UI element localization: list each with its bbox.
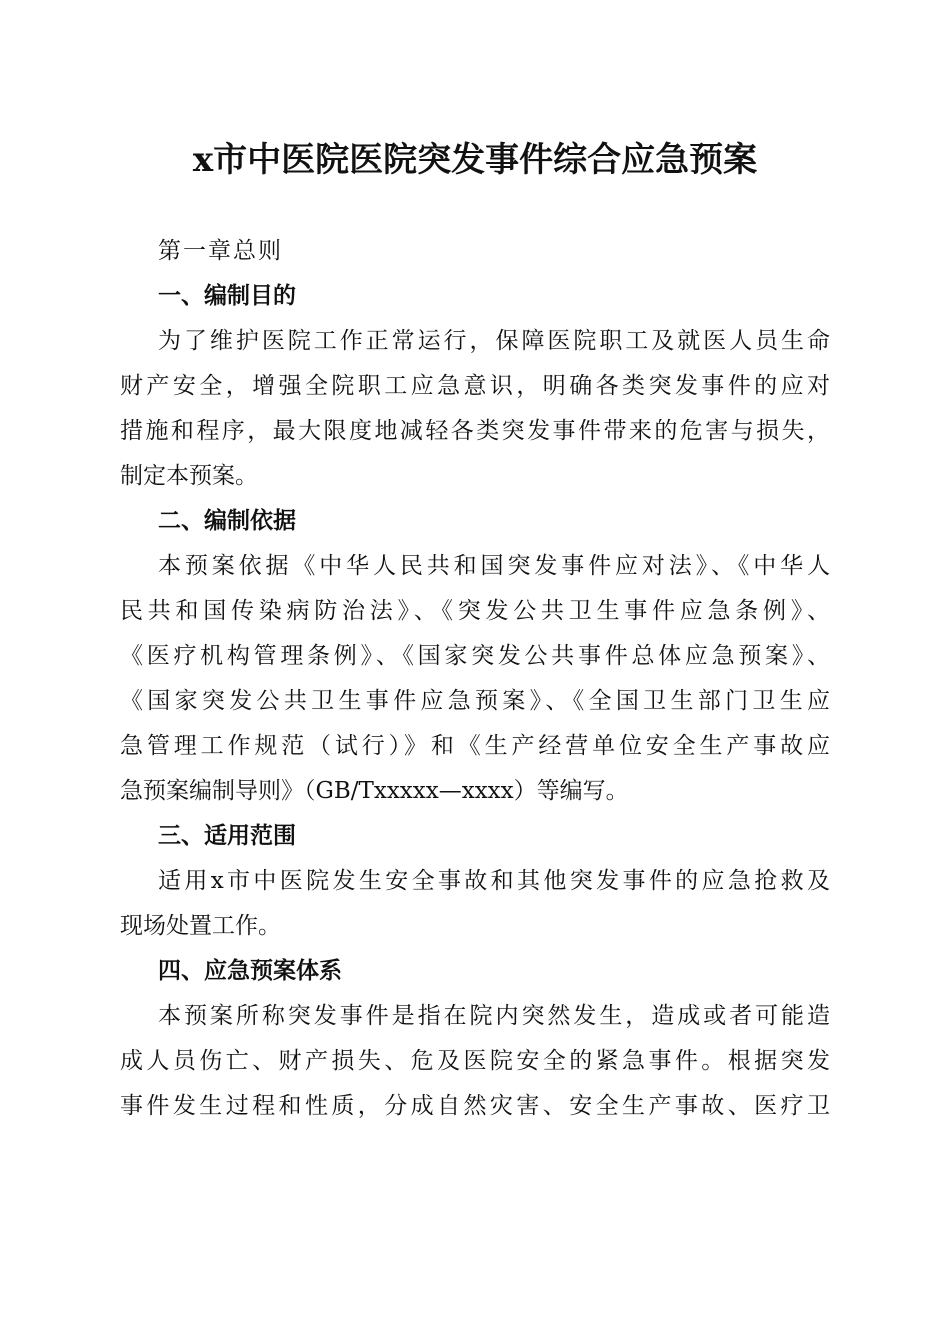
chapter-heading: 第一章总则 — [158, 238, 283, 264]
paragraph-line: 成人员伤亡、财产损失、危及医院安全的紧急事件。根据突发 — [120, 1048, 830, 1074]
document-body — [120, 229, 830, 1129]
paragraph-line: 现场处置工作。 — [120, 913, 281, 939]
paragraph-line: 适用x市中医院发生安全事故和其他突发事件的应急抢救及 — [158, 868, 830, 894]
section-heading-scope: 三、适用范围 — [158, 823, 296, 849]
paragraph-line: 急管理工作规范（试行）》和《生产经营单位安全生产事故应 — [120, 733, 830, 759]
paragraph-line: 民共和国传染病防治法》、《突发公共卫生事件应急条例》、 — [120, 598, 830, 624]
paragraph-line: 事件发生过程和性质，分成自然灾害、安全生产事故、医疗卫 — [120, 1093, 830, 1119]
paragraph-line: 本预案依据《中华人民共和国突发事件应对法》、《中华人 — [158, 553, 830, 579]
document-title: x市中医院医院突发事件综合应急预案 — [192, 140, 758, 180]
section-heading-basis: 二、编制依据 — [158, 508, 296, 534]
paragraph-line: 措施和程序，最大限度地减轻各类突发事件带来的危害与损失， — [120, 418, 830, 444]
section-heading-purpose: 一、编制目的 — [158, 283, 296, 309]
paragraph-line: 本预案所称突发事件是指在院内突然发生，造成或者可能造 — [158, 1003, 830, 1029]
paragraph-line: 制定本预案。 — [120, 463, 258, 489]
paragraph-line: 为了维护医院工作正常运行，保障医院职工及就医人员生命 — [158, 328, 830, 354]
paragraph-line: 财产安全，增强全院职工应急意识，明确各类突发事件的应对 — [120, 373, 830, 399]
paragraph-line: 急预案编制导则》（GB/Txxxxx—xxxx）等编写。 — [120, 778, 629, 804]
section-heading-plan-system: 四、应急预案体系 — [158, 958, 342, 984]
paragraph-line: 《医疗机构管理条例》、《国家突发公共事件总体应急预案》、 — [120, 643, 830, 669]
paragraph-line: 《国家突发公共卫生事件应急预案》、《全国卫生部门卫生应 — [120, 688, 830, 714]
